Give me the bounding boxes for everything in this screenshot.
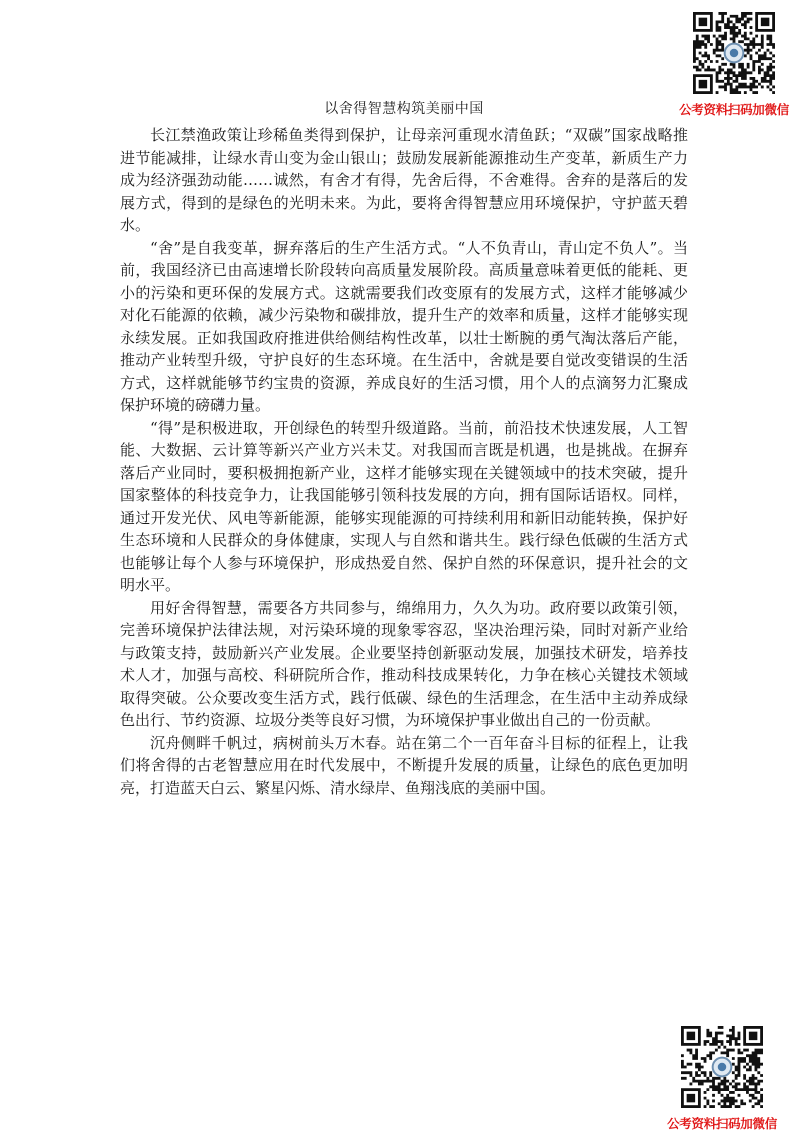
article-paragraph-4: 用好舍得智慧，需要各方共同参与，绵绵用力，久久为功。政府要以政策引领，完善环境保护法律法规，对污染环境的现象零容忍，坚决治理污染，同时对新产业给与政策支持，鼓励新兴产业发展。企业要坚持创新驱动发展，加强技术研发，培养技术人才，加强与高校、科研院所合作，推动科技成果转化，力争在核心关键技术领域取得突破。公众要改变生活方式，践行低碳、绿色的生活理念，在生活中主动养成绿色出行、节约资源、垃圾分类等良好习惯，为环境保护事业做出自己的一份贡献。 xyxy=(120,598,688,729)
qr-code-icon xyxy=(693,12,775,94)
article-paragraph-3: “得”是积极进取，开创绿色的转型升级道路。当前，前沿技术快速发展，人工智能、大数据、云计算等新兴产业方兴未艾。对我国而言既是机遇，也是挑战。在摒弃落后产业同时，要积极拥抱新产业，这样才能够实现在关键领域中的技术突破，提升国家整体的科技竞争力，让我国能够引领科技发展的方向，拥有国际话语权。同样，通过开发光伏、风电等新能源，能够实现能源的可持续利用和新旧动能转换，保护好生态环境和人民群众的身体健康，实现人与自然和谐共生。践行绿色低碳的生活方式也能够让每个人参与环境保护，形成热爱自然、保护自然的环保意识，提升社会的文明水平。 xyxy=(120,418,688,594)
qr-caption-top: 公考资料扫码加微信 xyxy=(679,102,789,117)
article xyxy=(120,98,688,799)
qr-caption-bottom: 公考资料扫码加微信 xyxy=(667,1116,777,1131)
article-paragraph-2: “舍”是自我变革，摒弃落后的生产生活方式。“人不负青山，青山定不负人”。当前，我国经济已由高速增长阶段转向高质量发展阶段。高质量意味着更低的能耗、更小的污染和更环保的发展方式。这就需要我们改变原有的发展方式，这样才能够减少对化石能源的依赖，减少污染物和碳排放，提升生产的效率和质量，这样才能够实现永续发展。正如我国政府推进供给侧结构性改革，以壮士断腕的勇气淘汰落后产能，推动产业转型升级，守护良好的生态环境。在生活中，舍就是要自觉改变错误的生活方式，这样就能够节约宝贵的资源，养成良好的生活习惯，用个人的点滴努力汇聚成保护环境的磅礴力量。 xyxy=(120,238,688,414)
article-paragraph-5: 沉舟侧畔千帆过，病树前头万木春。站在第二个一百年奋斗目标的征程上，让我们将舍得的古老智慧应用在时代发展中，不断提升发展的质量，让绿色的底色更加明亮，打造蓝天白云、繁星闪烁、清水绿岸、鱼翔浅底的美丽中国。 xyxy=(120,733,688,797)
qr-watermark-bottom xyxy=(662,1026,782,1132)
qr-code-icon xyxy=(681,1026,763,1108)
article-paragraph-1: 长江禁渔政策让珍稀鱼类得到保护，让母亲河重现水清鱼跃；“双碳”国家战略推进节能减排，让绿水青山变为金山银山；鼓励发展新能源推动生产变革，新质生产力成为经济强劲动能……诚然，有舍才有得，先舍后得，不舍难得。舍弃的是落后的发展方式，得到的是绿色的光明未来。为此，要将舍得智慧应用环境保护，守护蓝天碧水。 xyxy=(120,126,688,234)
qr-watermark-top xyxy=(674,12,794,118)
article-title: 以舍得智慧构筑美丽中国 xyxy=(324,101,484,117)
